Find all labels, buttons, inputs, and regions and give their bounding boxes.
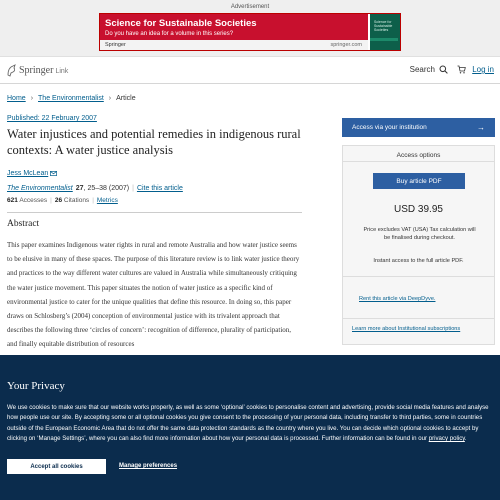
ad-footer [100,40,368,50]
article-title: Water injustices and potential remedies in indigenous rural contexts: A water justice analysis [7,127,301,157]
ad-book-cover [368,14,400,50]
logo-name: Springer [19,65,54,76]
breadcrumb-journal[interactable]: The Environmentalist [38,95,104,102]
ad-brand: Springer [105,42,126,48]
metrics-link[interactable]: Metrics [96,197,118,204]
search-button[interactable] [410,65,448,74]
manage-preferences-link[interactable]: Manage preferences [119,463,178,469]
privacy-text [7,403,495,444]
instant-access-note: Instant access to the full article PDF. [373,258,464,264]
abstract-text: This paper examines Indigenous water rights in rural and remote Australia and how water justice seems to be elusive in many of these spaces. The purpose of this literature review is to link water justice theory and practices to the way different water cultures are valued in Australia while simultaneously critiquing the water justice movement. This paper situates the notion of water justice as a specific kind of environmental justice to cater for the unique qualities that define this resource. In doing so, this paper draws on Schlosberg’s (2004) conception of environmental justice with its trivalent approach that describes the following three ‘circles of concern’: recognition of difference, plurality of participation, and finally equitable distribution of resources [7,241,300,349]
access-options-heading: Access options [343,146,494,162]
advertisement-bar [0,0,500,57]
citations-label: Citations [63,197,90,204]
rent-deepdyve-link[interactable]: Rent this article via DeepDyve. [359,296,436,302]
ad-url: springer.com [330,42,362,48]
breadcrumb-current: Article [116,95,136,102]
search-icon [439,65,448,74]
cite-article-link[interactable]: Cite this article [136,185,183,192]
springer-horse-icon [6,64,17,77]
breadcrumb-home[interactable]: Home [7,95,26,102]
ad-banner[interactable] [99,13,401,51]
breadcrumb [7,95,136,102]
search-label: Search [409,65,435,74]
login-link[interactable]: Log in [472,65,494,74]
ad-label: Advertisement [230,4,270,10]
cart-button[interactable] [457,65,466,76]
divider: | [132,185,134,192]
access-institution-button[interactable] [342,118,495,137]
logo-suffix: Link [55,67,69,75]
site-header [0,57,500,84]
article-main [7,115,302,352]
published-date[interactable]: Published: 22 February 2007 [7,115,97,122]
ad-book-title: Science for Sustainable Societies [374,20,393,32]
divider: | [50,197,52,204]
privacy-policy-link[interactable]: privacy policy [428,434,465,442]
cart-icon [457,65,466,74]
divider [343,318,494,319]
email-icon[interactable] [50,171,57,176]
privacy-banner [0,355,500,500]
access-institution-label: Access via your institution [352,124,427,131]
author-link[interactable]: Jess McLean [7,170,49,177]
accesses-count: 621 [7,197,18,204]
institutional-subscriptions-link[interactable]: Learn more about Institutional subscriptions [352,326,461,332]
privacy-title: Your Privacy [7,380,65,392]
pages: , 25–38 (2007) [83,185,130,192]
section-divider [7,212,302,213]
privacy-period: . [464,434,467,442]
author-line [7,170,302,177]
citations-count: 26 [54,197,63,204]
arrow-right-icon: → [477,123,485,132]
chevron-right-icon: › [108,95,112,102]
journal-line [7,185,302,192]
buy-pdf-button[interactable]: Buy article PDF [373,173,465,189]
volume: 27 [75,185,84,192]
divider: | [92,197,94,204]
access-options-box [342,145,495,345]
springer-link-logo[interactable] [6,64,68,77]
ad-subtitle: Do you have an idea for a volume in this series? [105,31,234,37]
accept-cookies-button[interactable]: Accept all cookies [7,459,106,474]
chevron-right-icon: › [30,95,34,102]
ad-title: Science for Sustainable Societies [105,18,257,29]
divider [343,276,494,277]
journal-link[interactable]: The Environmentalist [7,185,73,192]
accesses-label: Accesses [19,197,48,204]
price-note: Price excludes VAT (USA) Tax calculation will be finalised during checkout. [363,227,476,241]
metrics-line [7,197,302,204]
access-sidebar [342,118,495,345]
price: USD 39.95 [394,204,443,215]
ad-book-stripe [370,38,398,41]
privacy-body: We use cookies to make sure that our website works properly, as well as some ‘optional’ cookies to personalise content and advertising, provide social media features and analyse how people use our site. By accepting some or all optional cookies you give consent to the processing of your personal data, including transfer to third parties, some in countries outside of the European Economic Area that do not offer the same data protection standards as the country where you live. You can decide which optional cookies to accept by clicking on ‘Manage Settings’, where you can also find more information about how your personal data is processed. Further information can be found in our [7,404,489,442]
abstract-heading: Abstract [7,219,40,229]
